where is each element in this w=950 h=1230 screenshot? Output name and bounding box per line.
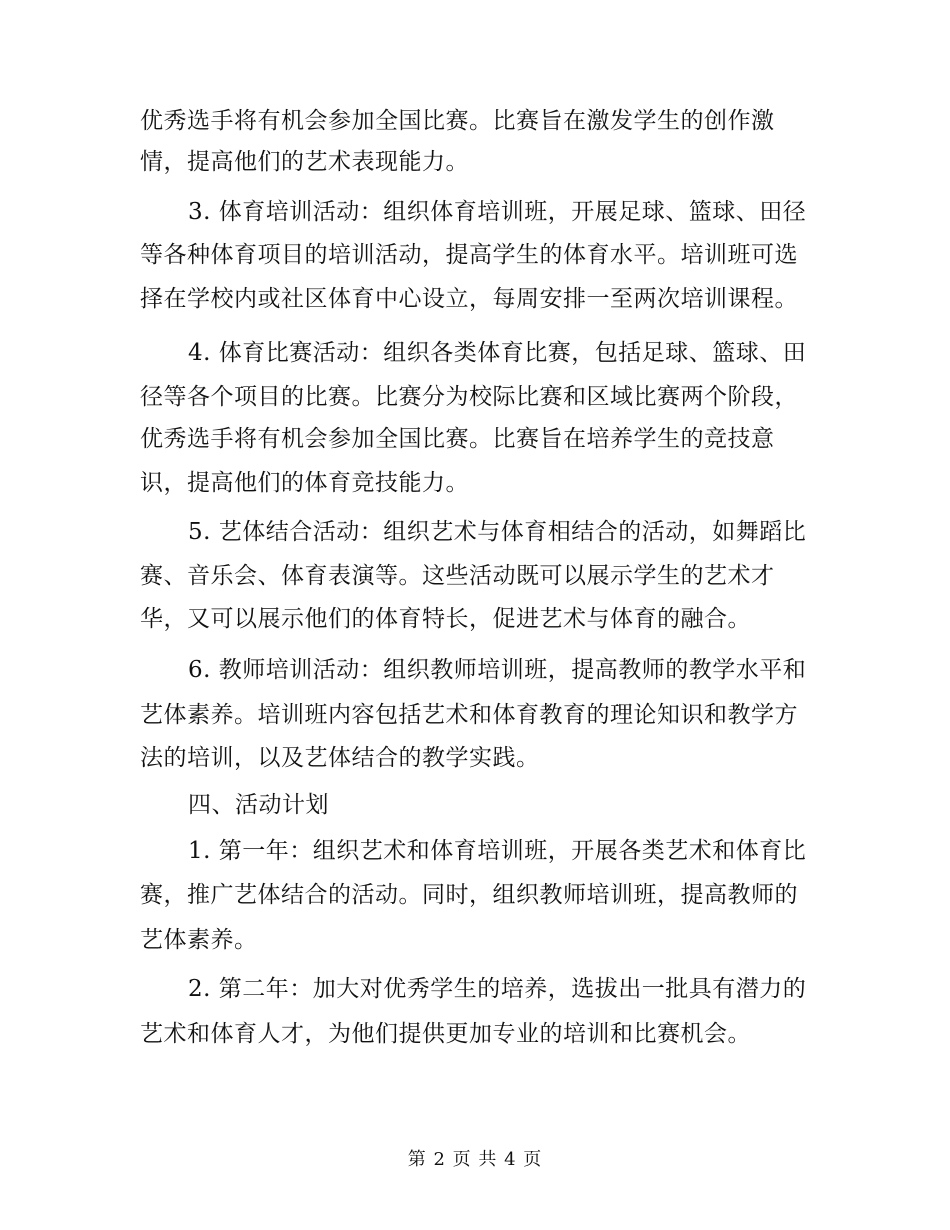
- text-line: 艺术和体育人才，为他们提供更加专业的培训和比赛机会。: [140, 1021, 751, 1047]
- page-number-footer: 第 2 页 共 4 页: [407, 1149, 543, 1170]
- text-line: 择在学校内或社区体育中心设立，每周安排一至两次培训课程。: [140, 286, 798, 312]
- text-line: 5. 艺体结合活动：组织艺术与体育相结合的活动，如舞蹈比: [188, 519, 807, 545]
- text-line: 华，又可以展示他们的体育特长，促进艺术与体育的融合。: [140, 606, 751, 632]
- text-line: 情，提高他们的艺术表现能力。: [140, 149, 469, 175]
- text-line: 赛、音乐会、体育表演等。这些活动既可以展示学生的艺术才: [140, 563, 775, 589]
- text-line: 径等各个项目的比赛。比赛分为校际比赛和区域比赛两个阶段，: [140, 384, 798, 410]
- section-heading: 四、活动计划: [188, 792, 329, 818]
- text-line: 艺体素养。: [140, 927, 258, 953]
- text-line: 3. 体育培训活动：组织体育培训班，开展足球、篮球、田径: [188, 199, 807, 225]
- text-line: 1. 第一年：组织艺术和体育培训班，开展各类艺术和体育比: [188, 838, 807, 864]
- text-line: 艺体素养。培训班内容包括艺术和体育教育的理论知识和教学方: [140, 702, 798, 728]
- text-line: 法的培训，以及艺体结合的教学实践。: [140, 745, 540, 771]
- text-line: 等各种体育项目的培训活动，提高学生的体育水平。培训班可选: [140, 242, 798, 268]
- text-line: 6. 教师培训活动：组织教师培训班，提高教师的教学水平和: [188, 657, 807, 683]
- text-line: 优秀选手将有机会参加全国比赛。比赛旨在培养学生的竞技意: [140, 426, 775, 452]
- text-line: 赛，推广艺体结合的活动。同时，组织教师培训班，提高教师的: [140, 882, 798, 908]
- text-line: 优秀选手将有机会参加全国比赛。比赛旨在激发学生的创作激: [140, 108, 775, 134]
- text-line: 4. 体育比赛活动：组织各类体育比赛，包括足球、篮球、田: [188, 340, 807, 366]
- text-line: 2. 第二年：加大对优秀学生的培养，选拔出一批具有潜力的: [188, 976, 807, 1002]
- text-line: 识，提高他们的体育竞技能力。: [140, 470, 469, 496]
